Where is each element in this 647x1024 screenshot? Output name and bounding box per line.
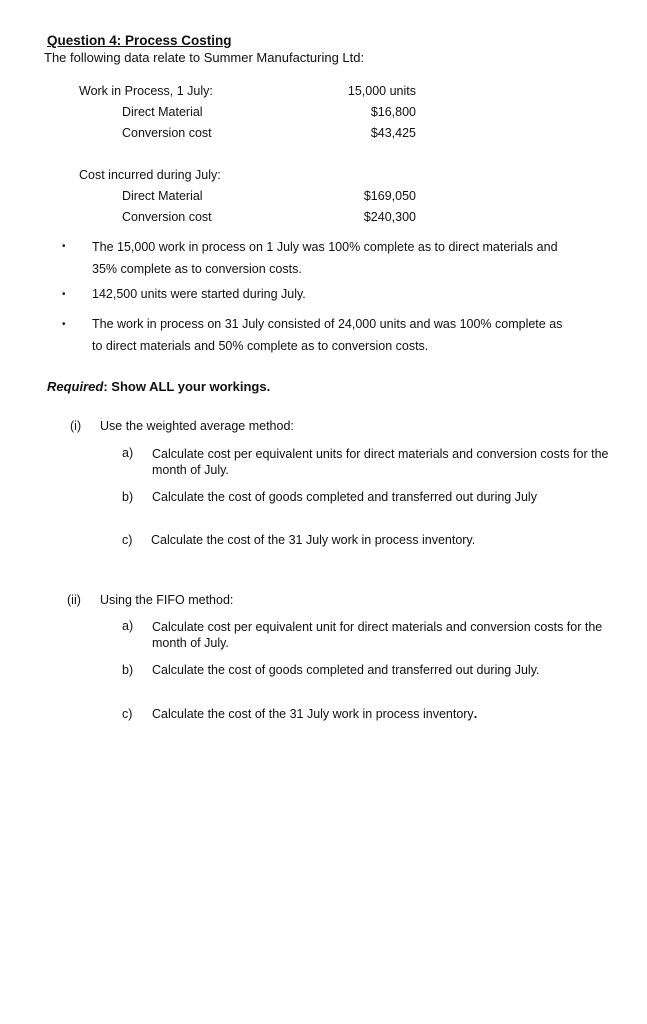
costs-incurred-label: Cost incurred during July:: [79, 168, 221, 182]
part-i-number: (i): [70, 419, 82, 433]
question-title: Question 4: Process Costing: [47, 33, 232, 48]
bullet-2-line-1: 142,500 units were started during July.: [92, 287, 306, 301]
part-i-a-letter: a): [122, 446, 134, 460]
part-ii-number: (ii): [67, 593, 81, 607]
part-i-a-text: Calculate cost per equivalent units for direct materials and conversion costs for the month of July.: [152, 447, 609, 477]
bullet-symbol: •: [62, 289, 66, 300]
bullet-1-line-2: 35% complete as to conversion costs.: [92, 262, 302, 276]
part-i-b-letter: b): [122, 490, 134, 504]
wip-opening-label: Work in Process, 1 July:: [79, 84, 213, 98]
part-ii-c-period: .: [473, 707, 478, 721]
costs-cc-value: $240,300: [363, 210, 416, 224]
bullet-symbol: •: [62, 319, 66, 330]
part-ii-c-line: [152, 707, 477, 721]
part-ii-a-letter: a): [122, 619, 134, 633]
wip-dm-value: $16,800: [370, 105, 416, 119]
costs-dm-label: Direct Material: [122, 189, 203, 203]
bullet-3-line-1: The work in process on 31 July consisted of 24,000 units and was 100% complete as: [92, 317, 563, 331]
part-ii-c-letter: c): [122, 707, 133, 721]
bullet-symbol: •: [62, 241, 66, 252]
required-line: [47, 379, 270, 394]
costs-cc-label: Conversion cost: [122, 210, 212, 224]
bullet-3-line-2: to direct materials and 50% complete as to conversion costs.: [92, 339, 429, 353]
part-i-b-text: Calculate the cost of goods completed and transferred out during July: [152, 490, 537, 504]
costs-dm-value: $169,050: [363, 189, 416, 203]
required-label: Required: [47, 379, 104, 394]
part-ii-b-letter: b): [122, 663, 134, 677]
wip-cc-label: Conversion cost: [122, 126, 212, 140]
wip-opening-units: 15,000 units: [347, 84, 416, 98]
part-ii-heading: Using the FIFO method:: [100, 593, 234, 607]
bullet-1-line-1: The 15,000 work in process on 1 July was 100% complete as to direct materials and: [92, 240, 558, 254]
wip-dm-label: Direct Material: [122, 105, 203, 119]
part-i-c-text: Calculate the cost of the 31 July work in process inventory.: [151, 533, 476, 547]
part-ii-c-text: Calculate the cost of the 31 July work in process inventory: [152, 707, 474, 721]
part-i-c-letter: c): [122, 533, 133, 547]
part-i-heading: Use the weighted average method:: [100, 419, 294, 433]
intro-text: The following data relate to Summer Manufacturing Ltd:: [44, 50, 365, 65]
part-ii-a-text: Calculate cost per equivalent unit for direct materials and conversion costs for the month of July.: [152, 620, 603, 650]
required-text: : Show ALL your workings.: [103, 379, 271, 394]
part-ii-b-text: Calculate the cost of goods completed and transferred out during July.: [152, 663, 540, 677]
wip-cc-value: $43,425: [370, 126, 416, 140]
